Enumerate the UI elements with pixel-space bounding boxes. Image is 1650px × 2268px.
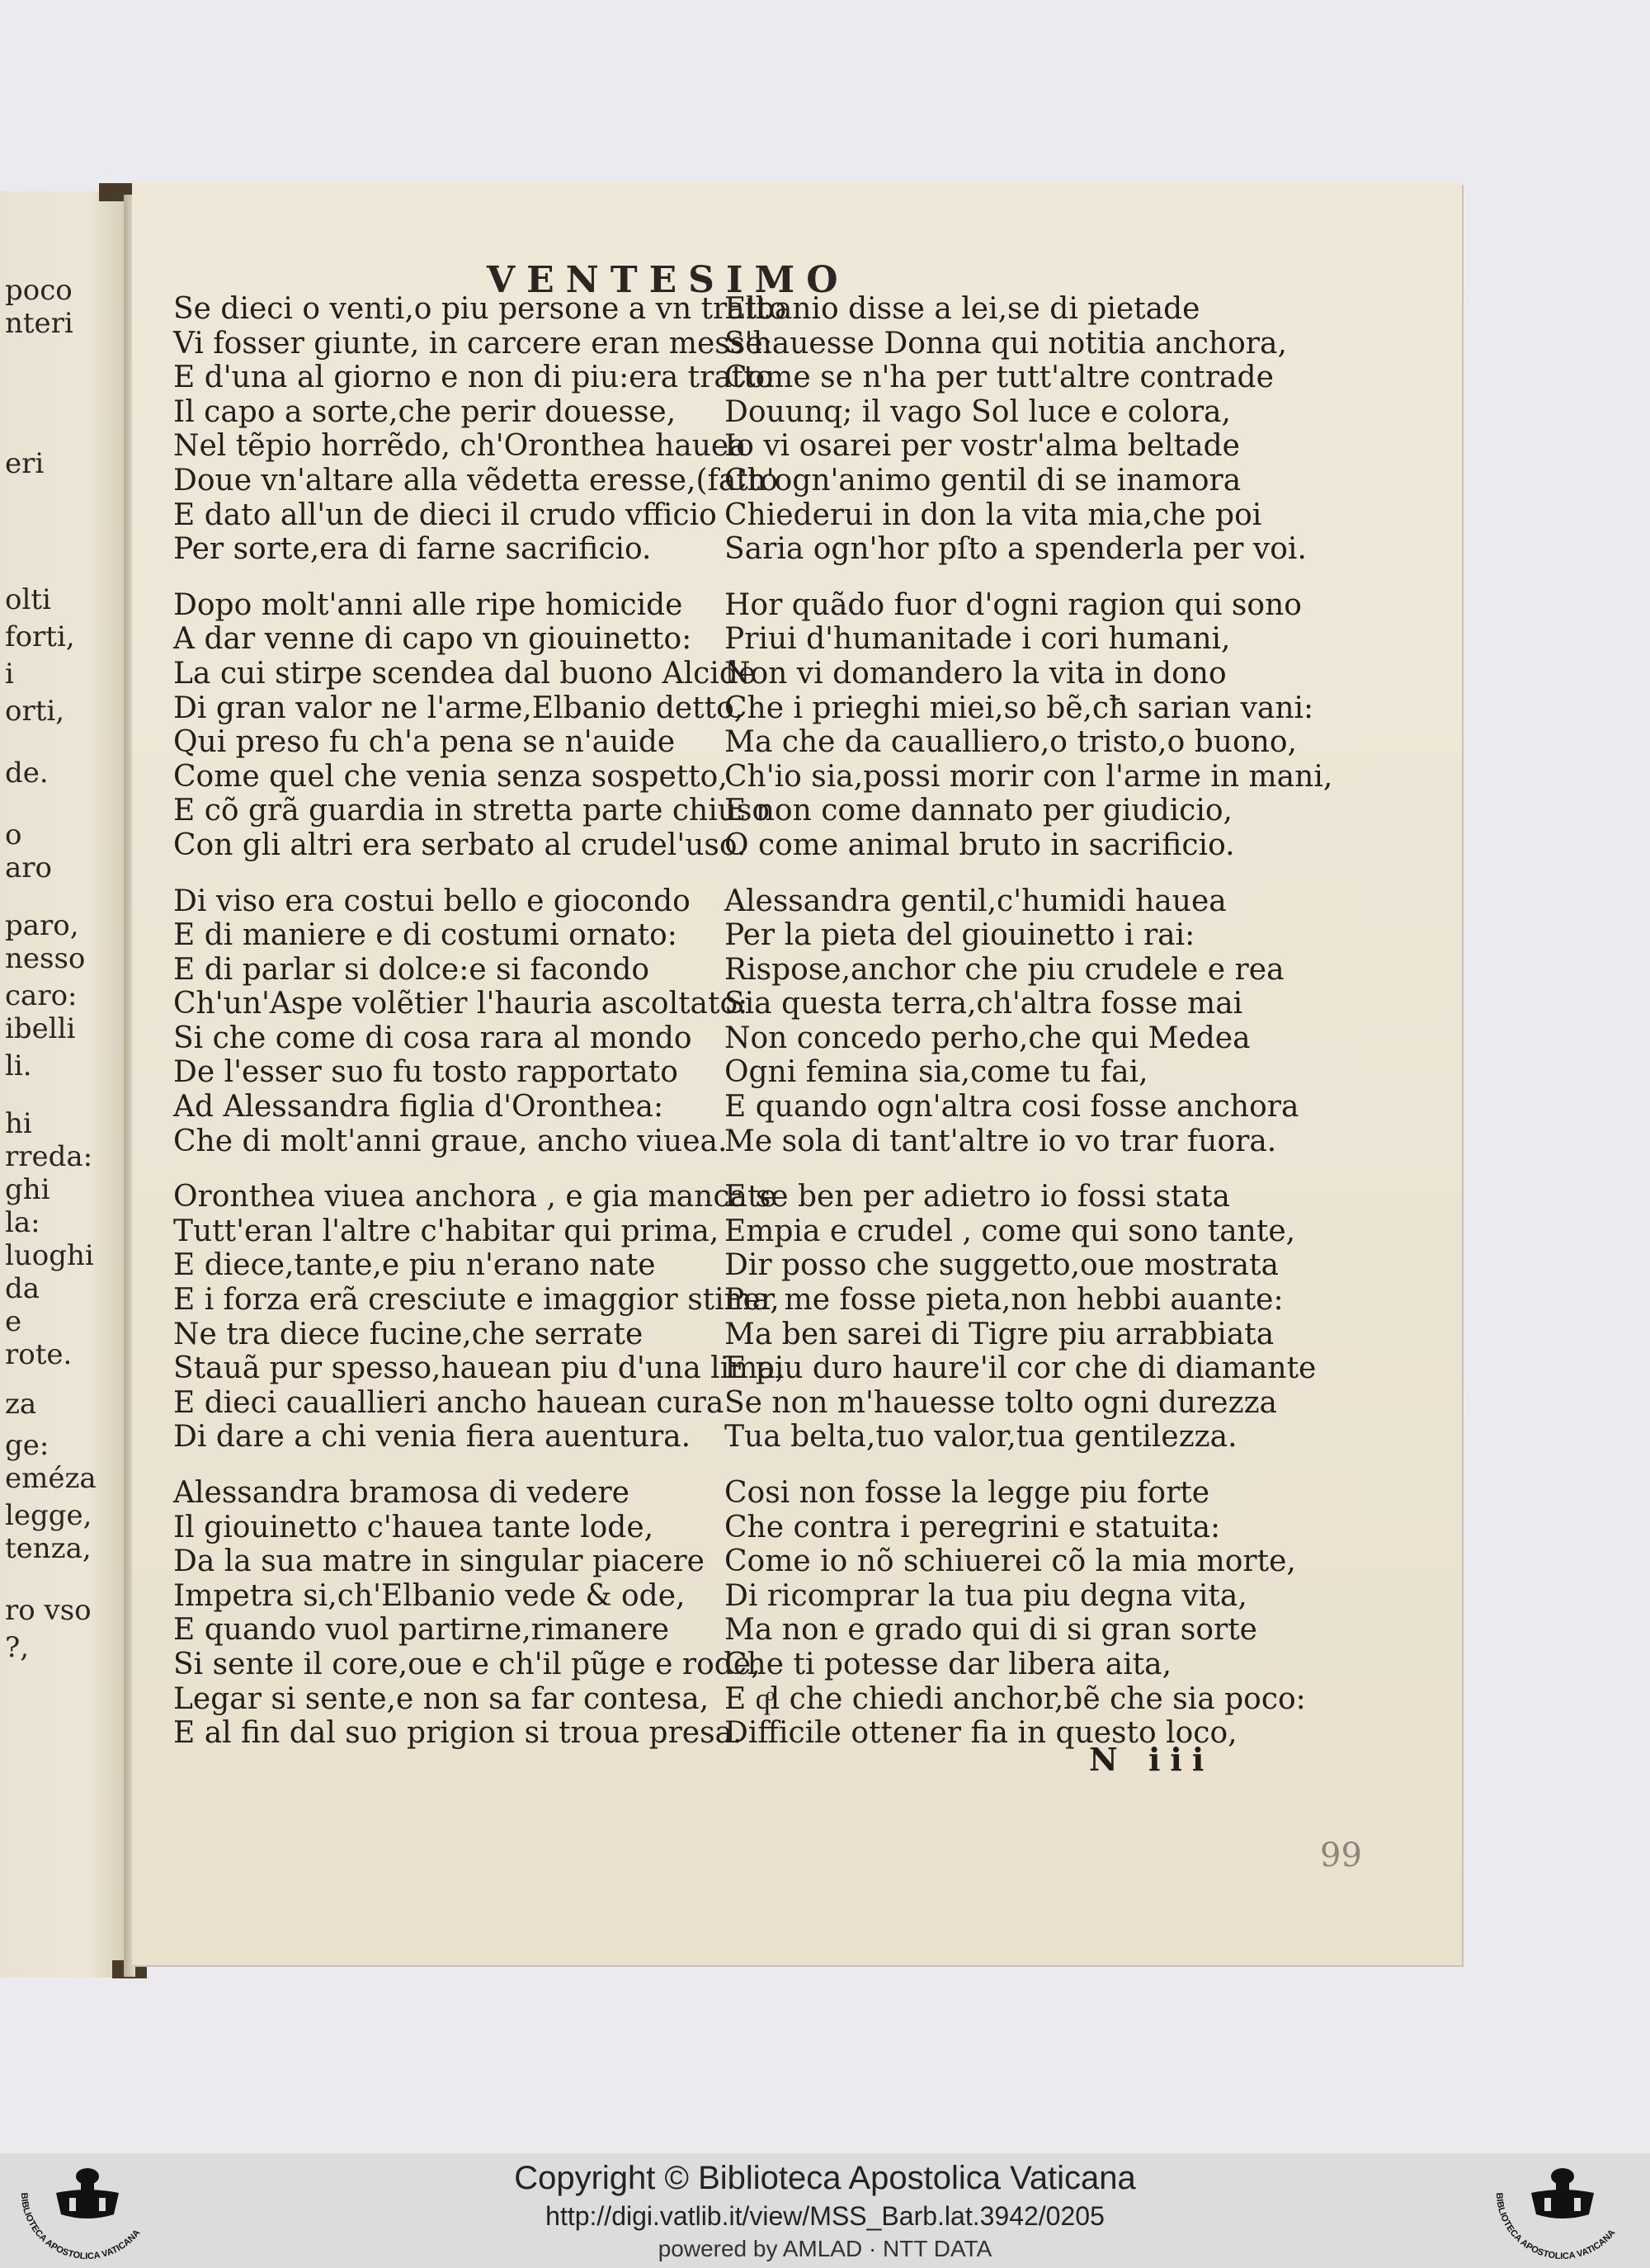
- facing-page-text-fragment: legge,: [5, 1499, 92, 1532]
- svg-text:BIBLIOTECA APOSTOLICA VATICANA: BIBLIOTECA APOSTOLICA VATICANA: [1493, 2192, 1618, 2262]
- svg-text:BIBLIOTECA APOSTOLICA VATICANA: BIBLIOTECA APOSTOLICA VATICANA: [18, 2192, 143, 2262]
- right-stanza: [724, 587, 1333, 863]
- verse-line: E quando ogn'altra cosi fosse anchora: [724, 1090, 1299, 1125]
- verse-line: E diece,tante,e piu n'erano nate: [173, 1248, 656, 1283]
- book-page: [132, 183, 1462, 1965]
- facing-page-text-fragment: caro:: [5, 979, 78, 1012]
- verse-line: Come se n'ha per tutt'altre contrade: [724, 361, 1274, 395]
- verse-line: Douunq; il vago Sol luce e colora,: [724, 394, 1231, 429]
- left-text-column: [173, 292, 787, 1772]
- verse-line: Se non m'hauesse tolto ogni durezza: [724, 1385, 1278, 1420]
- verse-line: Tua belta,tuo valor,tua gentilezza.: [724, 1420, 1238, 1455]
- verse-line: Elbanio disse a lei,se di pietade: [724, 292, 1200, 326]
- verse-line: Per me fosse pieta,non hebbi auante:: [724, 1283, 1284, 1318]
- left-stanza: [173, 1476, 761, 1751]
- verse-line: Legar si sente,e non sa far contesa,: [173, 1681, 710, 1716]
- facing-page-text-fragment: eméza: [5, 1462, 97, 1495]
- facing-page-text-fragment: o: [5, 818, 22, 851]
- verse-line: A dar venne di capo vn giouinetto:: [173, 622, 692, 657]
- verse-line: Ad Alessandra figlia d'Oronthea:: [173, 1090, 664, 1125]
- verse-line: Vi fosser giunte, in carcere eran messe:: [173, 326, 773, 361]
- verse-line: Sia questa terra,ch'altra fosse mai: [724, 987, 1243, 1021]
- facing-page-text-fragment: da: [5, 1272, 40, 1305]
- verse-line: Ne tra diece fucine,che serrate: [173, 1317, 644, 1351]
- verse-line: Che i prieghi miei,so bẽ,cħ sarian vani:: [724, 691, 1314, 725]
- verse-line: De l'esser suo fu tosto rapportato: [173, 1055, 678, 1090]
- facing-page-text-fragment: olti: [5, 583, 51, 616]
- facing-page-text-fragment: luoghi: [5, 1239, 94, 1272]
- verse-line: Ogni femina sia,come tu fai,: [724, 1055, 1148, 1090]
- verse-line: Ch'ogn'animo gentil di se inamora: [724, 463, 1242, 497]
- facing-page-text-fragment: hi: [5, 1107, 32, 1140]
- verse-line: E se ben per adietro io fossi stata: [724, 1180, 1230, 1214]
- signature-mark: N iii: [1089, 1741, 1214, 1778]
- verse-line: Io vi osarei per vostr'alma beltade: [724, 429, 1240, 464]
- verse-line: Ma che da caualliero,o tristo,o buono,: [724, 725, 1297, 760]
- right-stanza: [724, 884, 1299, 1159]
- verse-line: Me sola di tant'altre io vo trar fuora.: [724, 1124, 1277, 1158]
- facing-page-text-fragment: rreda:: [5, 1140, 93, 1173]
- facing-page-text-fragment: poco: [5, 274, 73, 307]
- facing-page-text-fragment: i: [5, 658, 14, 691]
- verse-line: E di maniere e di costumi ornato:: [173, 918, 677, 953]
- verse-line: Per la pieta del giouinetto i rai:: [724, 918, 1195, 953]
- facing-page-text-fragment: de.: [5, 757, 49, 790]
- left-stanza: [173, 587, 771, 863]
- facing-page-text-fragment: ge:: [5, 1429, 50, 1462]
- verse-line: E non come dannato per giudicio,: [724, 794, 1233, 828]
- verse-line: E dato all'un de dieci il crudo vfficio: [173, 497, 717, 532]
- facing-page-text-fragment: ro vso: [5, 1594, 92, 1627]
- verse-line: Che di molt'anni graue, ancho viuea.: [173, 1124, 728, 1158]
- verse-line: Che ti potesse dar libera aita,: [724, 1647, 1172, 1681]
- verse-line: Rispose,anchor che piu crudele e rea: [724, 952, 1285, 987]
- verse-line: Di gran valor ne l'arme,Elbanio detto,: [173, 691, 744, 725]
- facing-page-text-fragment: ibelli: [5, 1012, 76, 1045]
- verse-line: S'hauesse Donna qui notitia anchora,: [724, 326, 1287, 361]
- facing-page-text-fragment: la:: [5, 1206, 40, 1239]
- facing-page-text-fragment: ?,: [5, 1631, 30, 1664]
- verse-line: Si che come di cosa rara al mondo: [173, 1021, 692, 1055]
- verse-line: Si sente il core,oue e ch'il pũge e rode,: [173, 1647, 761, 1681]
- facing-page-text-fragment: nteri: [5, 307, 73, 340]
- verse-line: Qui preso fu ch'a pena se n'auide: [173, 725, 676, 760]
- verse-line: Doue vn'altare alla vẽdetta eresse,(fatto: [173, 463, 778, 497]
- verse-line: Di ricomprar la tua piu degna vita,: [724, 1578, 1247, 1613]
- verse-line: Con gli altri era serbato al crudel'uso.: [173, 828, 747, 862]
- verse-line: Cosi non fosse la legge piu forte: [724, 1476, 1210, 1510]
- verse-line: Che contra i peregrini e statuita:: [724, 1510, 1221, 1544]
- verse-line: Impetra si,ch'Elbanio vede & ode,: [173, 1578, 686, 1613]
- facing-page-text-fragment: e: [5, 1305, 22, 1338]
- verse-line: E piu duro haure'il cor che di diamante: [724, 1351, 1317, 1386]
- left-stanza: [173, 884, 748, 1159]
- verse-line: Non concedo perho,che qui Medea: [724, 1021, 1251, 1055]
- verse-line: Hor quãdo fuor d'ogni ragion qui sono: [724, 587, 1302, 622]
- left-stanza: [173, 1180, 785, 1455]
- right-text-column: [724, 292, 1333, 1772]
- footer-copyright: Copyright © Biblioteca Apostolica Vaticana: [514, 2160, 1136, 2196]
- verse-line: Priui d'humanitade i cori humani,: [724, 622, 1231, 657]
- verse-line: Da la sua matre in singular piacere: [173, 1544, 705, 1579]
- facing-page-text-fragment: forti,: [5, 620, 75, 653]
- verse-line: Nel tẽpio horrẽdo, ch'Oronthea hauea: [173, 429, 747, 464]
- verse-line: Chiederui in don la vita mia,che poi: [724, 497, 1262, 532]
- verse-line: Dir posso che suggetto,oue mostrata: [724, 1248, 1279, 1283]
- facing-page-text-fragment: li.: [5, 1049, 32, 1082]
- facing-page-text-fragment: eri: [5, 447, 45, 480]
- facing-page-text-fragment: paro,: [5, 909, 79, 942]
- verse-line: Alessandra gentil,c'humidi hauea: [724, 884, 1227, 918]
- verse-line: E i forza erã cresciute e imaggior stima,: [173, 1283, 780, 1318]
- verse-line: Come io nõ schiuerei cõ la mia morte,: [724, 1544, 1296, 1579]
- verse-line: Non vi domandero la vita in dono: [724, 656, 1227, 691]
- verse-line: E di parlar si dolce:e si facondo: [173, 952, 650, 987]
- verse-line: Oronthea viuea anchora , e gia mancate: [173, 1180, 777, 1214]
- verse-line: Per sorte,era di farne sacrificio.: [173, 532, 652, 567]
- facing-page-text-fragment: rote.: [5, 1338, 73, 1371]
- facing-page-text-fragment: za: [5, 1388, 37, 1421]
- verse-line: Tutt'eran l'altre c'habitar qui prima,: [173, 1214, 719, 1248]
- verse-line: Di dare a chi venia fiera auentura.: [173, 1420, 691, 1455]
- right-stanza: [724, 1180, 1317, 1455]
- verse-line: Ch'io sia,possi morir con l'arme in mani,: [724, 759, 1333, 794]
- verse-line: Se dieci o venti,o piu persone a vn tratto: [173, 292, 787, 326]
- verse-line: Il giouinetto c'hauea tante lode,: [173, 1510, 654, 1544]
- facing-page-text-fragment: nesso: [5, 942, 86, 975]
- right-stanza: [724, 292, 1307, 567]
- footer-url-link[interactable]: http://digi.vatlib.it/view/MSS_Barb.lat.3942/0205: [545, 2201, 1105, 2231]
- verse-line: Di viso era costui bello e giocondo: [173, 884, 691, 918]
- verse-line: Ma non e grado qui di si gran sorte: [724, 1613, 1257, 1648]
- verse-line: Dopo molt'anni alle ripe homicide: [173, 587, 683, 622]
- verse-line: Il capo a sorte,che perir douesse,: [173, 394, 676, 429]
- verse-line: Alessandra bramosa di vedere: [173, 1476, 629, 1510]
- left-stanza: [173, 292, 787, 567]
- left-page-fragment: [0, 191, 124, 1978]
- verse-line: Come quel che venia senza sospetto,: [173, 759, 728, 794]
- verse-line: E d'una al giorno e non di piu:era tratto: [173, 361, 774, 395]
- verse-line: Ma ben sarei di Tigre piu arrabbiata: [724, 1317, 1275, 1351]
- facing-page-text-fragment: orti,: [5, 695, 65, 728]
- verse-line: Stauã pur spesso,hauean piu d'una lima,: [173, 1351, 785, 1386]
- verse-line: Difficile ottener fia in questo loco,: [724, 1716, 1238, 1751]
- folio-number: 99: [1320, 1837, 1362, 1874]
- right-stanza: [724, 1476, 1306, 1751]
- verse-line: Ch'un'Aspe volẽtier l'hauria ascoltato:: [173, 987, 748, 1021]
- verse-line: Empia e crudel , come qui sono tante,: [724, 1214, 1296, 1248]
- verse-line: E dieci cauallieri ancho hauean cura: [173, 1385, 724, 1420]
- verse-line: O come animal bruto in sacrificio.: [724, 828, 1235, 862]
- verse-line: Saria ogn'hor pſto a spenderla per voi.: [724, 532, 1307, 567]
- facing-page-text-fragment: tenza,: [5, 1532, 92, 1565]
- verse-line: E cõ grã guardia in stretta parte chiuso: [173, 794, 771, 828]
- facing-page-text-fragment: aro: [5, 851, 52, 884]
- verse-line: E al fin dal suo prigion si troua presa.: [173, 1716, 742, 1751]
- facing-page-text-fragment: ghi: [5, 1173, 50, 1206]
- running-header: VENTESIMO: [487, 259, 850, 301]
- verse-line: La cui stirpe scendea dal buono Alcide: [173, 656, 757, 691]
- verse-line: E quando vuol partirne,rimanere: [173, 1613, 670, 1648]
- footer-powered-by: powered by AMLAD · NTT DATA: [658, 2236, 992, 2261]
- verse-line: E qͦl che chiedi anchor,bẽ che sia poco:: [724, 1681, 1306, 1716]
